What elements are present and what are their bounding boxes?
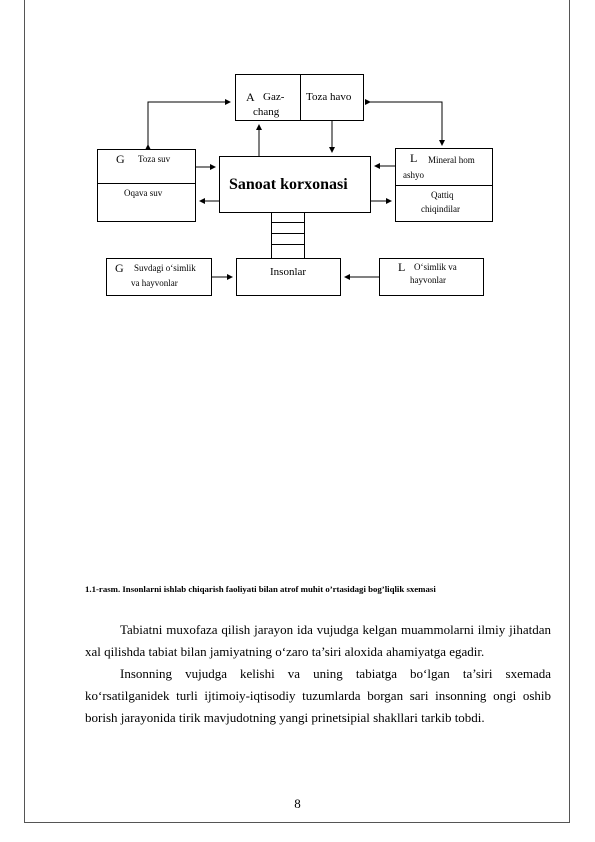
ladder-left-rail — [271, 213, 272, 258]
people-box — [236, 258, 341, 296]
raw-material-line2: ashyo — [403, 170, 424, 180]
industrial-enterprise-box — [219, 156, 371, 213]
page-number: 8 — [294, 796, 301, 811]
flora-fauna-line2: hayvonlar — [410, 275, 446, 285]
waste-water-label: Oqava suv — [124, 188, 163, 198]
water-box — [97, 149, 196, 222]
body-text — [85, 619, 551, 729]
clean-water-label: Toza suv — [138, 154, 171, 164]
gas-label-line2: chang — [253, 106, 280, 118]
mineral-box — [395, 148, 493, 222]
figure-caption: 1.1-rasm. Insonlarni ishlab chiqarish faoliyati bilan atrof muhit o’rtasidagi bog’liqlik sxemasi — [85, 584, 436, 594]
gas-label-line1: Gaz- — [263, 91, 285, 103]
ladder-rung — [271, 222, 304, 223]
solid-waste-line2: chiqindilar — [421, 204, 460, 214]
aquatic-life-box — [106, 258, 212, 296]
mineral-letter: L — [410, 151, 418, 165]
ladder-rung — [271, 244, 304, 245]
paragraph-1: Tabiatni muxofaza qilish jarayon ida vujudga kelgan muammolarni ilmiy jihatdan xal qilishda tabiat bilan jamiyatning o‘zaro ta’siri aloxida ahamiyatga egadir. — [85, 622, 551, 659]
aquatic-life-letter: G — [115, 261, 124, 275]
solid-waste-line1: Qattiq — [431, 190, 454, 200]
flora-fauna-line1: O‘simlik va — [414, 262, 457, 272]
aquatic-life-line1: Suvdagi o‘simlik — [134, 263, 196, 273]
gas-air-box — [235, 74, 364, 121]
paragraph-2: Insonning vujudga kelishi va uning tabiatga bo‘lgan ta’siri sxemada ko‘rsatilganidek turli ijtimoiy-iqtisodiy tuzumlarda borgan sari insonning ongi oshib borish jarayonida tirik mavjudotning yangi prinetsipial shakllari tarkib tobdi. — [85, 666, 551, 725]
ladder-right-rail — [304, 213, 305, 258]
water-letter: G — [116, 152, 125, 166]
ladder-rung — [271, 233, 304, 234]
people-label: Insonlar — [270, 266, 307, 278]
clean-air-label: Toza havo — [306, 91, 352, 103]
gas-air-letter: A — [246, 90, 255, 104]
industrial-enterprise-label: Sanoat korxonasi — [229, 176, 348, 193]
flora-fauna-box — [379, 258, 484, 296]
flora-fauna-letter: L — [398, 260, 406, 274]
aquatic-life-line2: va hayvonlar — [131, 278, 178, 288]
raw-material-line1: Mineral hom — [428, 155, 475, 165]
